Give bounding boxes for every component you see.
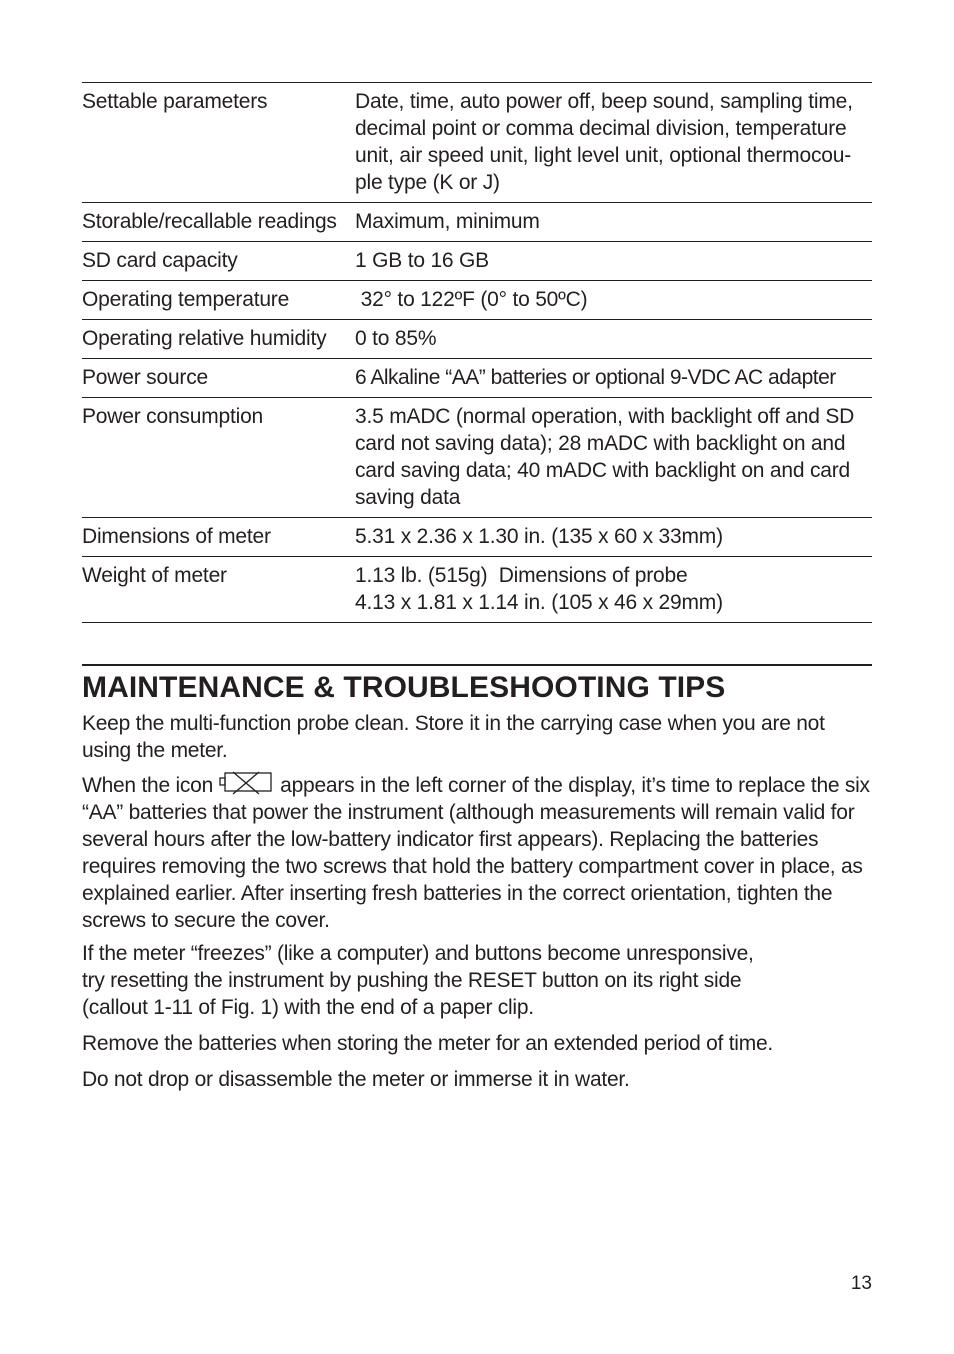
paragraph <box>82 940 872 1021</box>
table-row <box>82 281 872 320</box>
spec-label: Power consumption <box>82 398 355 518</box>
table-row <box>82 398 872 518</box>
spec-label: Storable/recallable readings <box>82 203 355 242</box>
spec-value <box>355 557 872 623</box>
spec-label: Operating temperature <box>82 281 355 320</box>
spec-value: Maximum, minimum <box>355 203 872 242</box>
paragraph-line: try resetting the instrument by pushing the RESET button on its right side <box>82 969 742 992</box>
spec-value: 0 to 85% <box>355 320 872 359</box>
spec-label: Operating relative humidity <box>82 320 355 359</box>
spec-value: 1 GB to 16 GB <box>355 242 872 281</box>
paragraph: Do not drop or disassemble the meter or immerse it in water. <box>82 1068 630 1091</box>
table-row <box>82 359 872 398</box>
page-number: 13 <box>850 1273 872 1294</box>
spec-label: Settable parameters <box>82 83 355 203</box>
table-row <box>82 557 872 623</box>
table-row <box>82 242 872 281</box>
spec-label: SD card capacity <box>82 242 355 281</box>
table-row <box>82 320 872 359</box>
spec-value-line: 4.13 x 1.81 x 1.14 in. (105 x 46 x 29mm) <box>355 591 723 614</box>
spec-value-line: 1.13 lb. (515g) Dimensions of probe <box>355 564 688 587</box>
spec-value: 6 Alkaline “AA” batteries or optional 9-VDC AC adapter <box>355 359 872 398</box>
table-row <box>82 518 872 557</box>
spec-label: Power source <box>82 359 355 398</box>
paragraph-text: appears in the left corner of the display, it’s time to replace the six “AA” batteries that power the instrument (although measurements will remain valid for several hours after the low-battery indicator first appears). Replacing the batteries requires removing the two screws that hold the battery compartment cover in place, as explained earlier. After inserting fresh batteries in the correct orientation, tighten the screws to secure the cover. <box>82 774 876 932</box>
table-row <box>82 83 872 203</box>
paragraph-text: When the icon <box>82 774 219 797</box>
spec-label: Dimensions of meter <box>82 518 355 557</box>
paragraph-line: (callout 1-11 of Fig. 1) with the end of a paper clip. <box>82 996 534 1019</box>
page-content <box>82 82 876 1093</box>
paragraph: Keep the multi-function probe clean. Store it in the carrying case when you are not using the meter. <box>82 712 825 762</box>
paragraph: Remove the batteries when storing the meter for an extended period of time. <box>82 1032 773 1055</box>
paragraph-line: If the meter “freezes” (like a computer) and buttons become unresponsive, <box>82 942 754 965</box>
section-heading: MAINTENANCE & TROUBLESHOOTING TIPS <box>82 671 726 704</box>
section-divider <box>82 664 872 666</box>
spec-value: Date, time, auto power off, beep sound, sampling time, decimal point or comma decimal division, temperature unit, air speed unit, light level unit, optional thermocou-ple type (K or J) <box>355 83 872 203</box>
spec-value: 3.5 mADC (normal operation, with backlight off and SD card not saving data); 28 mADC with backlight on and card saving data; 40 mADC with backlight on and card saving data <box>355 398 872 518</box>
low-battery-icon <box>219 770 275 796</box>
spec-label: Weight of meter <box>82 557 355 623</box>
specifications-table <box>82 82 872 623</box>
spec-value: 32° to 122ºF (0° to 50ºC) <box>355 281 872 320</box>
table-row <box>82 203 872 242</box>
paragraph <box>82 770 876 934</box>
spec-value: 5.31 x 2.36 x 1.30 in. (135 x 60 x 33mm) <box>355 518 872 557</box>
